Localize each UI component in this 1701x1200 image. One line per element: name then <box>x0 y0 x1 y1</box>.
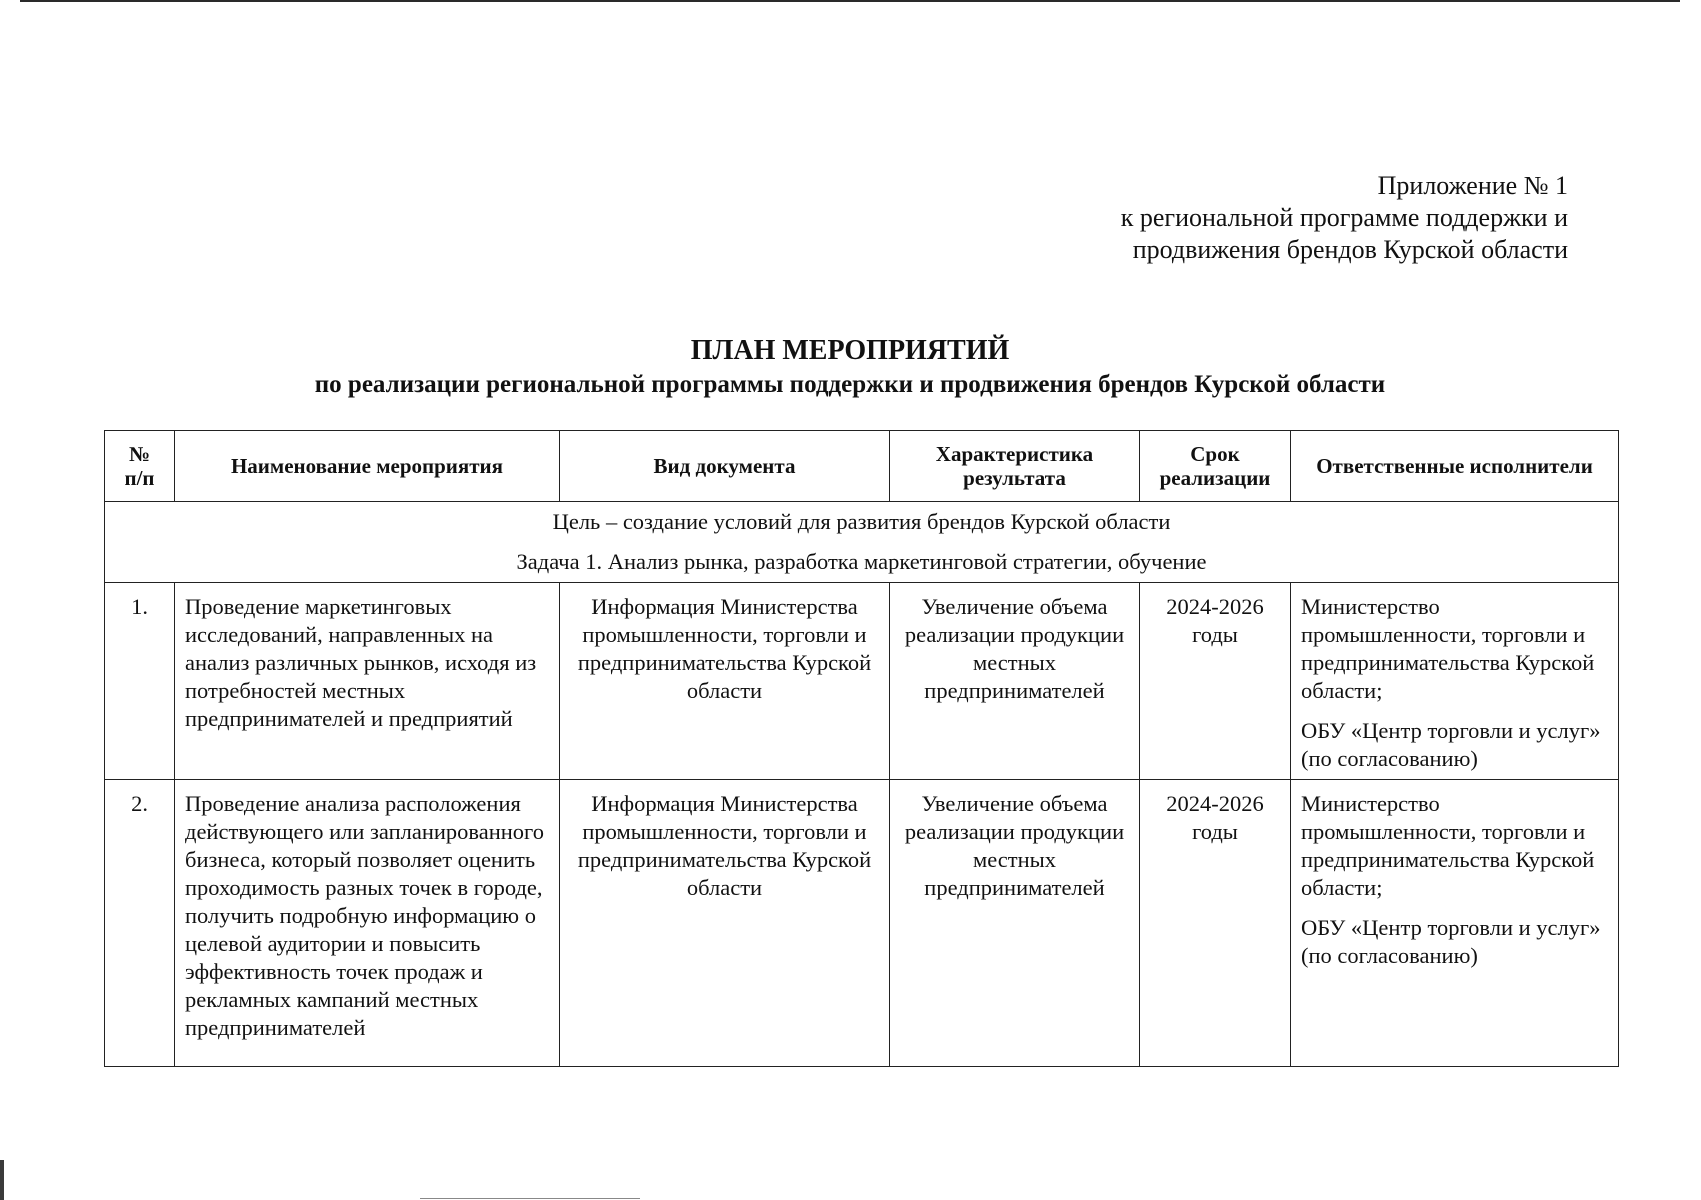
row-name: Проведение анализа расположения действующего или запланированного бизнеса, который позволяет оценить проходимость разных точек в городе, получить подробную информацию о целевой аудитории и повысить эффективность точек продаж и рекламных кампаний местных предпринимателей <box>175 780 560 1067</box>
scan-edge-bottom <box>420 1198 640 1199</box>
row-doc: Информация Министерства промышленности, торговли и предпринимательства Курской области <box>560 780 890 1067</box>
header-doc: Вид документа <box>560 431 890 502</box>
task-text: Задача 1. Анализ рынка, разработка маркетинговой стратегии, обучение <box>516 549 1207 574</box>
header-result: Характеристика результата <box>890 431 1140 502</box>
row-term <box>1140 583 1291 780</box>
title-subtitle: по реализации региональной программы поддержки и продвижения брендов Курской области <box>314 371 1386 398</box>
header-resp: Ответственные исполнители <box>1291 431 1619 502</box>
row-term-years: 2024-2026 <box>1166 594 1264 619</box>
row-resp <box>1291 583 1619 780</box>
header-term-line-2: реализации <box>1159 466 1271 490</box>
goal-row <box>105 502 1619 583</box>
row-resp-ministry: Министерство промышленности, торговли и предпринимательства Курской области; <box>1301 594 1595 703</box>
header-num-line-2: п/п <box>124 466 155 490</box>
header-term <box>1140 431 1291 502</box>
scan-edge-left <box>0 1160 4 1200</box>
goal-cell <box>105 502 1619 583</box>
header-term-line-1: Срок <box>1190 442 1240 466</box>
row-result: Увеличение объема реализации продукции местных предпринимателей <box>890 780 1140 1067</box>
plan-table <box>104 430 1619 1067</box>
table-header-row <box>105 431 1619 502</box>
row-num: 2. <box>105 780 175 1067</box>
row-resp-ministry: Министерство промышленности, торговли и предпринимательства Курской области; <box>1301 791 1595 900</box>
row-resp <box>1291 780 1619 1067</box>
row-doc: Информация Министерства промышленности, торговли и предпринимательства Курской области <box>560 583 890 780</box>
header-num <box>105 431 175 502</box>
row-name: Проведение маркетинговых исследований, направленных на анализ различных рынков, исходя из потребностей местных предпринимателей и предприятий <box>175 583 560 780</box>
header-num-line-1: № <box>128 442 151 466</box>
scan-edge-top <box>20 0 1680 2</box>
appendix-line-3: продвижения брендов Курской области <box>1132 235 1568 264</box>
header-name: Наименование мероприятия <box>175 431 560 502</box>
row-term-unit: годы <box>1192 622 1238 647</box>
appendix-line-1: Приложение № 1 <box>1377 171 1568 200</box>
row-term-years: 2024-2026 <box>1166 791 1264 816</box>
title-main: ПЛАН МЕРОПРИЯТИЙ <box>690 335 1010 366</box>
row-resp-center: ОБУ «Центр торговли и услуг» (по согласованию) <box>1301 718 1601 771</box>
row-term-unit: годы <box>1192 819 1238 844</box>
row-num: 1. <box>105 583 175 780</box>
document-title <box>100 334 1600 402</box>
goal-text: Цель – создание условий для развития брендов Курской области <box>552 509 1171 534</box>
row-resp-center: ОБУ «Центр торговли и услуг» (по согласованию) <box>1301 915 1601 968</box>
appendix-header <box>1121 170 1568 266</box>
table-row <box>105 780 1619 1067</box>
row-result: Увеличение объема реализации продукции местных предпринимателей <box>890 583 1140 780</box>
row-term <box>1140 780 1291 1067</box>
table-row <box>105 583 1619 780</box>
appendix-line-2: к региональной программе поддержки и <box>1120 203 1568 232</box>
